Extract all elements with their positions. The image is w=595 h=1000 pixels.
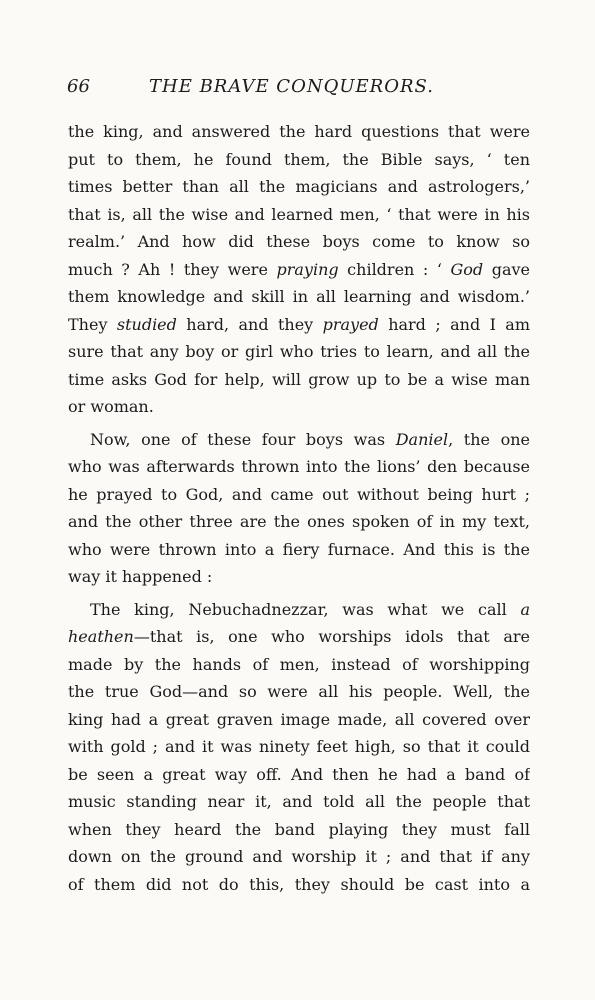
- text-line: realm.’ And how did these boys come to know so: [68, 232, 530, 251]
- text-line: heathen—that is, one who worships idols that are: [68, 627, 530, 646]
- text-line: when they heard the band playing they must fall: [68, 819, 530, 839]
- text-line: the king, and answered the hard questions that were: [68, 122, 530, 141]
- text-line: he prayed to God, and came out without being hurt ;: [68, 484, 530, 504]
- paragraph: [68, 118, 530, 421]
- text-line: They studied hard, and they prayed hard ; and I am: [68, 314, 530, 334]
- text-line: or woman.: [68, 397, 154, 416]
- running-head: [67, 76, 527, 104]
- page-number: 66: [67, 76, 90, 97]
- text-line: The king, Nebuchadnezzar, was what we call a: [90, 599, 530, 619]
- text-line: them knowledge and skill in all learning and wisdom.’: [68, 287, 530, 306]
- text-line: down on the ground and worship it ; and that if any: [68, 847, 530, 866]
- paragraph: [68, 596, 530, 899]
- running-title: THE BRAVE CONQUERORS.: [149, 76, 434, 97]
- text-line: put to them, he found them, the Bible says, ‘ ten: [68, 149, 530, 169]
- text-line: way it happened :: [68, 567, 213, 586]
- text-line: who were thrown into a fiery furnace. And this is the: [68, 539, 530, 559]
- text-line: king had a great graven image made, all covered over: [68, 709, 530, 729]
- text-line: much ? Ah ! they were praying children : ‘ God gave: [68, 259, 530, 279]
- text-line: and the other three are the ones spoken of in my text,: [68, 512, 530, 531]
- text-line: with gold ; and it was ninety feet high, so that it could: [68, 737, 530, 756]
- text-line: of them did not do this, they should be cast into a: [68, 874, 530, 894]
- text-line: sure that any boy or girl who tries to learn, and all the: [68, 342, 530, 361]
- text-line: music standing near it, and told all the people that: [68, 792, 530, 811]
- text-line: be seen a great way off. And then he had a band of: [68, 764, 530, 784]
- text-line: Now, one of these four boys was Daniel, the one: [90, 429, 530, 449]
- body-text: [68, 118, 530, 898]
- text-line: times better than all the magicians and astrologers,’: [68, 177, 530, 196]
- text-line: made by the hands of men, instead of worshipping: [68, 654, 530, 674]
- text-line: that is, all the wise and learned men, ‘ that were in his: [68, 204, 530, 224]
- text-line: time asks God for help, will grow up to be a wise man: [68, 369, 530, 389]
- text-line: who was afterwards thrown into the lions’ den because: [68, 457, 530, 476]
- text-line: the true God—and so were all his people. Well, the: [68, 682, 530, 701]
- paragraph: [68, 426, 530, 591]
